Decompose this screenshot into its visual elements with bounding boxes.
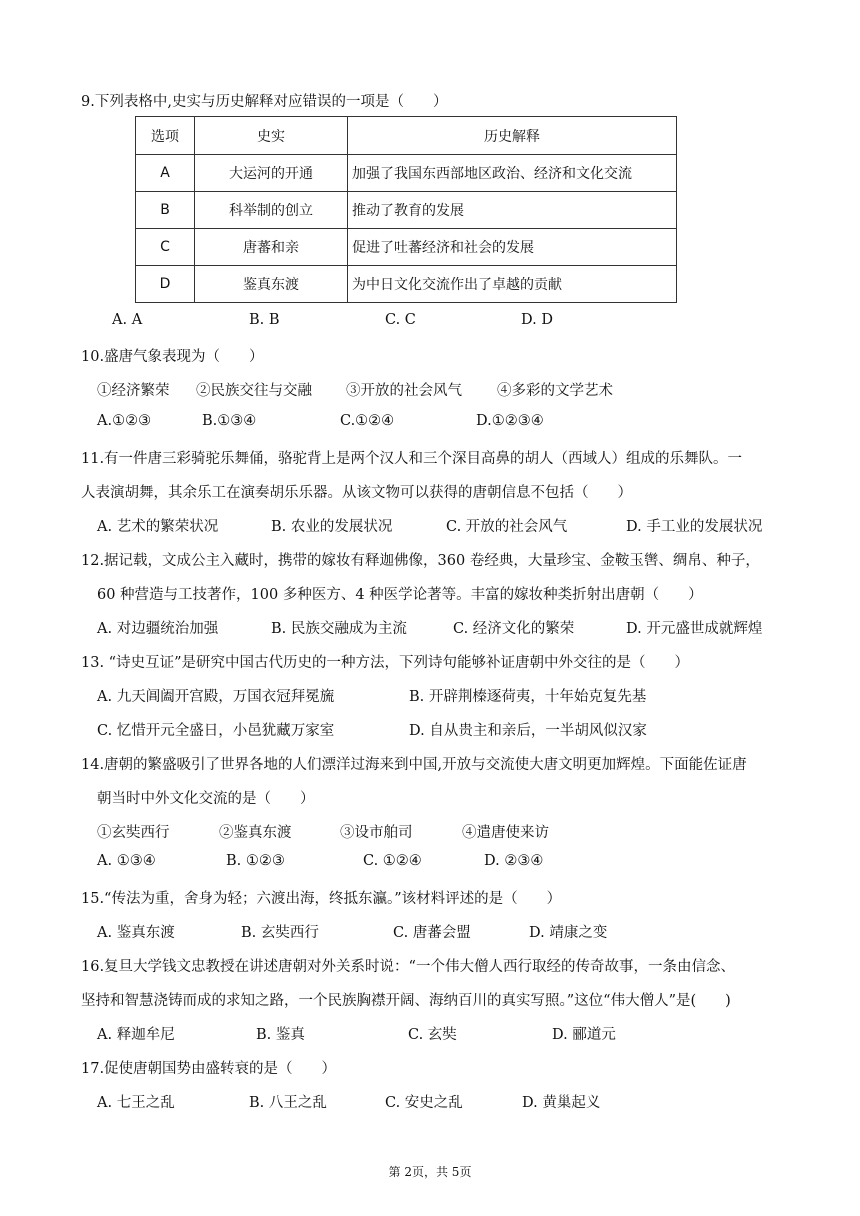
q17-option-c[interactable]: C. 安史之乱 [385, 1095, 463, 1111]
q14-stem-line2: 朝当时中外文化交流的是（ ） [97, 791, 315, 807]
q10-item-4: ④多彩的文学艺术 [497, 383, 613, 399]
q12-option-a[interactable]: A. 对边疆统治加强 [97, 621, 219, 637]
q17-option-a[interactable]: A. 七王之乱 [97, 1095, 175, 1111]
q14-option-b[interactable]: B. ①②③ [226, 853, 285, 869]
q11-option-d[interactable]: D. 手工业的发展状况 [626, 519, 763, 535]
row-option: B [136, 192, 195, 229]
row-fact: 鉴真东渡 [195, 266, 348, 303]
row-option: D [136, 266, 195, 303]
q13-option-c[interactable]: C. 忆惜开元全盛日，小邑犹藏万家室 [97, 723, 335, 739]
q9-option-a[interactable]: A. A [112, 312, 143, 328]
q12-option-c[interactable]: C. 经济文化的繁荣 [453, 621, 575, 637]
table-row [136, 229, 677, 266]
row-explanation: 推动了教育的发展 [348, 192, 677, 229]
q10-option-d[interactable]: D.①②③④ [476, 413, 544, 429]
q11-option-a[interactable]: A. 艺术的繁荣状况 [97, 519, 219, 535]
table-row [136, 266, 677, 303]
q15-option-d[interactable]: D. 靖康之变 [529, 925, 608, 941]
q15-stem: 15.“传法为重，舍身为轻；六渡出海，终抵东瀛。”该材料评述的是（ ） [81, 891, 562, 907]
row-option: C [136, 229, 195, 266]
header-explanation: 历史解释 [348, 117, 677, 155]
header-fact: 史实 [195, 117, 348, 155]
q16-option-a[interactable]: A. 释迦牟尼 [97, 1027, 175, 1043]
q14-option-c[interactable]: C. ①②④ [363, 853, 422, 869]
q12-stem-line2: 60 种营造与工技著作，100 多种医方、4 种医学论著等。丰富的嫁妆种类折射出唐朝（ ） [97, 587, 703, 603]
q14-option-a[interactable]: A. ①③④ [97, 853, 156, 869]
q17-option-d[interactable]: D. 黄巢起义 [522, 1095, 601, 1111]
q14-item-3: ③设市舶司 [340, 825, 413, 841]
header-option: 选项 [136, 117, 195, 155]
q14-option-d[interactable]: D. ②③④ [484, 853, 544, 869]
q10-option-b[interactable]: B.①③④ [202, 413, 257, 429]
q14-stem-line1: 14.唐朝的繁盛吸引了世界各地的人们漂洋过海来到中国,开放与交流使大唐文明更加辉煌。下面能佐证唐 [81, 757, 747, 773]
q15-option-b[interactable]: B. 玄奘西行 [241, 925, 319, 941]
q10-option-c[interactable]: C.①②④ [340, 413, 395, 429]
row-explanation: 促进了吐蕃经济和社会的发展 [348, 229, 677, 266]
q14-item-2: ②鉴真东渡 [219, 825, 292, 841]
q16-option-c[interactable]: C. 玄奘 [408, 1027, 457, 1043]
q11-option-b[interactable]: B. 农业的发展状况 [271, 519, 393, 535]
q10-stem: 10.盛唐气象表现为（ ） [81, 349, 264, 365]
row-fact: 大运河的开通 [195, 155, 348, 192]
q11-stem-line1: 11.有一件唐三彩骑驼乐舞俑，骆驼背上是两个汉人和三个深目高鼻的胡人（西域人）组成的乐舞队。一 [81, 451, 743, 467]
q11-stem-line2: 人表演胡舞，其余乐工在演奏胡乐乐器。从该文物可以获得的唐朝信息不包括（ ） [81, 485, 632, 501]
q13-option-b[interactable]: B. 开辟荆榛逐荷夷，十年始克复先基 [409, 689, 647, 705]
row-fact: 科举制的创立 [195, 192, 348, 229]
q9-option-b[interactable]: B. B [249, 312, 280, 328]
row-fact: 唐蕃和亲 [195, 229, 348, 266]
q15-option-a[interactable]: A. 鉴真东渡 [97, 925, 175, 941]
table-header-row [136, 117, 677, 155]
table-row [136, 155, 677, 192]
table-row [136, 192, 677, 229]
q16-option-d[interactable]: D. 郦道元 [552, 1027, 616, 1043]
q13-stem: 13. “诗史互证”是研究中国古代历史的一种方法，下列诗句能够补证唐朝中外交往的是（ ） [81, 655, 689, 671]
q9-option-c[interactable]: C. C [385, 312, 416, 328]
q17-option-b[interactable]: B. 八王之乱 [249, 1095, 327, 1111]
q9-stem: 9.下列表格中,史实与历史解释对应错误的一项是（ ） [81, 94, 448, 110]
q9-option-d[interactable]: D. D [521, 312, 553, 328]
row-explanation: 加强了我国东西部地区政治、经济和文化交流 [348, 155, 677, 192]
q10-item-2: ②民族交往与交融 [196, 383, 312, 399]
q13-option-d[interactable]: D. 自从贵主和亲后，一半胡风似汉家 [409, 723, 647, 739]
q14-item-4: ④遣唐使来访 [462, 825, 549, 841]
q10-item-1: ①经济繁荣 [97, 383, 170, 399]
q12-stem-line1: 12.据记载，文成公主入藏时，携带的嫁妆有释迦佛像，360 卷经典，大量珍宝、金鞍玉辔、绸帛、种子， [81, 553, 760, 569]
q12-option-b[interactable]: B. 民族交融成为主流 [271, 621, 407, 637]
q14-item-1: ①玄奘西行 [97, 825, 170, 841]
q13-option-a[interactable]: A. 九天阊阖开宫殿，万国衣冠拜冕旒 [97, 689, 335, 705]
q10-item-3: ③开放的社会风气 [346, 383, 462, 399]
row-option: A [136, 155, 195, 192]
q16-option-b[interactable]: B. 鉴真 [256, 1027, 305, 1043]
row-explanation: 为中日文化交流作出了卓越的贡献 [348, 266, 677, 303]
q11-option-c[interactable]: C. 开放的社会风气 [446, 519, 568, 535]
q12-option-d[interactable]: D. 开元盛世成就辉煌 [626, 621, 763, 637]
q16-stem-line2: 坚持和智慧浇铸而成的求知之路，一个民族胸襟开阔、海纳百川的真实写照。”这位“伟大僧人”是( ) [81, 993, 731, 1009]
page-number: 第 2页，共 5页 [388, 1165, 472, 1179]
q17-stem: 17.促使唐朝国势由盛转衰的是（ ） [81, 1061, 337, 1077]
q10-option-a[interactable]: A.①②③ [97, 413, 152, 429]
q15-option-c[interactable]: C. 唐蕃会盟 [393, 925, 471, 941]
q16-stem-line1: 16.复旦大学钱文忠教授在讲述唐朝对外关系时说：“一个伟大僧人西行取经的传奇故事，一条由信念、 [81, 959, 735, 975]
q9-table [135, 116, 677, 303]
